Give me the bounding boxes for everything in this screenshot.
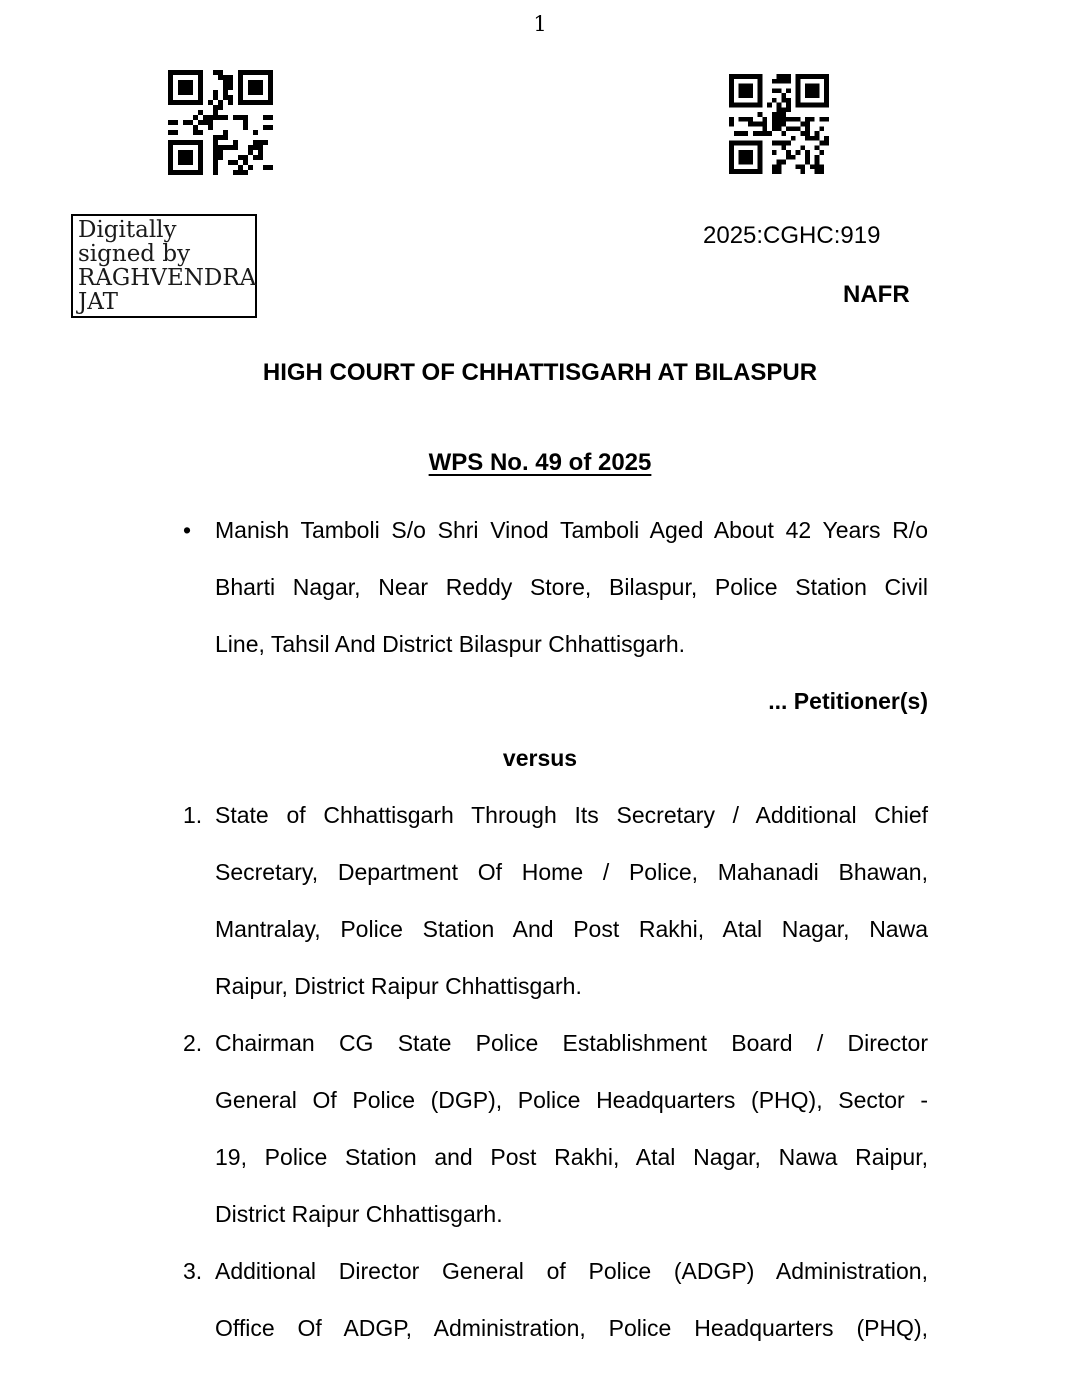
- respondent-paragraph-1: [183, 787, 928, 1015]
- text-line: Mantralay, Police Station And Post Rakhi, Atal Nagar, Nawa: [215, 916, 928, 942]
- respondent-paragraph-3: [183, 1243, 928, 1357]
- nafr-flag: NAFR: [843, 281, 910, 308]
- respondent-paragraph-2: [183, 1015, 928, 1243]
- qr-code-icon: [729, 74, 829, 174]
- signature-text-line: Digitally: [78, 217, 177, 243]
- list-number: 3.: [183, 1258, 203, 1284]
- case-number-text: WPS No. 49 of 2025: [428, 449, 652, 476]
- text-line: Chairman CG State Police Establishment Board / Director: [215, 1030, 928, 1056]
- petitioner-label: ... Petitioner(s): [768, 688, 928, 714]
- page-number: 1: [533, 12, 547, 36]
- court-title: HIGH COURT OF CHHATTISGARH AT BILASPUR: [262, 359, 818, 386]
- list-number: 2.: [183, 1030, 203, 1056]
- signature-text-line: signed by: [78, 241, 191, 267]
- digital-signature-box: [71, 214, 257, 318]
- text-line: Manish Tamboli S/o Shri Vinod Tamboli Aged About 42 Years R/o: [215, 517, 928, 543]
- signature-text-line: RAGHVENDRA: [78, 265, 257, 291]
- text-line: State of Chhattisgarh Through Its Secretary / Additional Chief: [215, 802, 928, 828]
- text-line: General Of Police (DGP), Police Headquarters (PHQ), Sector -: [215, 1087, 928, 1113]
- text-line: Line, Tahsil And District Bilaspur Chhattisgarh.: [215, 631, 686, 657]
- text-line: Bharti Nagar, Near Reddy Store, Bilaspur, Police Station Civil: [215, 574, 928, 600]
- case-number-heading: [0, 449, 1080, 477]
- qr-code-icon: [168, 70, 273, 175]
- signature-text-line: JAT: [78, 289, 118, 315]
- text-line: Secretary, Department Of Home / Police, Mahanadi Bhawan,: [215, 859, 928, 885]
- bullet-marker: •: [183, 517, 192, 543]
- list-number: 1.: [183, 802, 203, 828]
- text-line: Additional Director General of Police (ADGP) Administration,: [215, 1258, 928, 1284]
- text-line: 19, Police Station and Post Rakhi, Atal Nagar, Nawa Raipur,: [215, 1144, 928, 1170]
- text-line: Raipur, District Raipur Chhattisgarh.: [215, 973, 582, 999]
- petitioner-paragraph: [183, 502, 928, 673]
- neutral-citation: 2025:CGHC:919: [703, 222, 881, 249]
- text-line: District Raipur Chhattisgarh.: [215, 1201, 503, 1227]
- versus-label: versus: [502, 745, 578, 771]
- document-body: [183, 502, 928, 1357]
- text-line: Office Of ADGP, Administration, Police Headquarters (PHQ),: [215, 1315, 928, 1341]
